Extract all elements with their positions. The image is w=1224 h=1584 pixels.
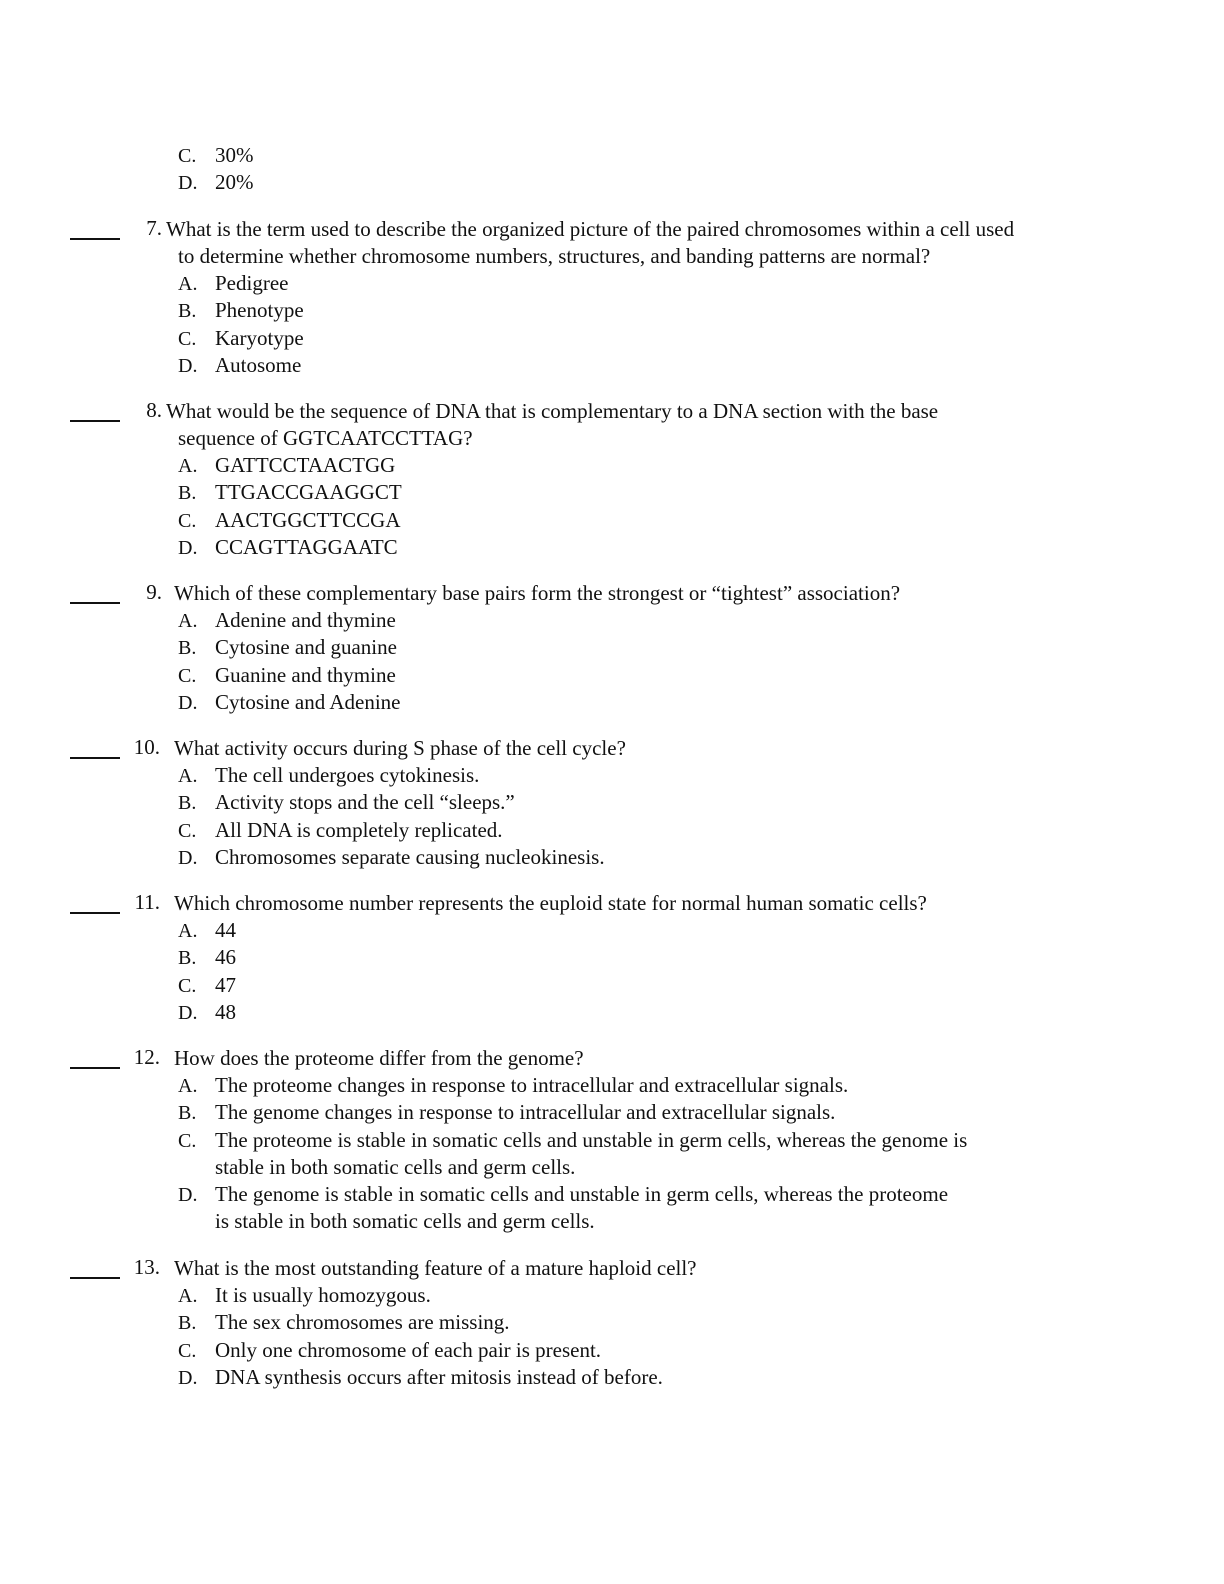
option-list	[178, 607, 400, 716]
option-item	[178, 1309, 663, 1336]
option-text: The genome is stable in somatic cells and unstable in germ cells, whereas the proteome is stable in both somatic cells and germ cells.	[215, 1182, 949, 1234]
option-item	[178, 452, 402, 479]
question-number: 10.	[133, 735, 160, 759]
option-item	[178, 607, 400, 634]
option-text: Guanine and thymine	[215, 662, 396, 687]
option-letter: D.	[178, 354, 198, 377]
option-text: The proteome is stable in somatic cells and unstable in germ cells, whereas the genome is stable in both somatic cells and germ cells.	[215, 1127, 968, 1179]
option-letter: A.	[178, 765, 198, 787]
option-letter: B.	[178, 1312, 197, 1335]
stem-line: What would be the sequence of DNA that is complementary to a DNA section with the base	[166, 399, 939, 423]
stem-line: What is the most outstanding feature of a mature haploid cell?	[174, 1256, 697, 1280]
option-item	[178, 844, 605, 871]
option-item	[178, 634, 400, 661]
option-text: It is usually homozygous.	[215, 1283, 431, 1307]
option-list	[178, 1282, 663, 1391]
option-item	[178, 1364, 663, 1391]
option-letter: B.	[178, 300, 197, 323]
option-letter: C.	[178, 1129, 197, 1152]
option-list	[178, 452, 402, 561]
option-text: Only one chromosome of each pair is present.	[215, 1337, 602, 1362]
question-stem	[166, 216, 1014, 270]
option-item	[178, 507, 402, 534]
option-item	[178, 917, 236, 944]
option-letter: B.	[178, 1102, 197, 1125]
question-number: 11.	[134, 890, 160, 914]
option-item	[178, 762, 605, 789]
option-text: Cytosine and guanine	[215, 635, 397, 660]
option-text: 30%	[215, 143, 254, 167]
option-list	[178, 762, 605, 871]
option-text: The genome changes in response to intracellular and extracellular signals.	[215, 1100, 836, 1125]
option-text: The cell undergoes cytokinesis.	[215, 763, 480, 787]
stem-line: How does the proteome differ from the genome?	[174, 1046, 584, 1070]
option-item	[178, 479, 402, 506]
option-text: Phenotype	[215, 298, 304, 323]
option-item	[178, 789, 605, 816]
option-list	[178, 917, 236, 1026]
option-letter: C.	[178, 974, 197, 997]
option-item	[178, 999, 236, 1026]
option-letter: C.	[178, 327, 197, 350]
option-item	[178, 534, 402, 561]
option-item	[178, 1099, 975, 1126]
option-letter: B.	[178, 637, 197, 660]
option-list	[178, 270, 304, 379]
question-stem	[174, 1255, 697, 1282]
option-letter: B.	[178, 947, 197, 970]
option-text: TTGACCGAAGGCT	[215, 480, 402, 505]
option-item	[178, 1282, 663, 1309]
option-item	[178, 1181, 975, 1236]
question-stem	[174, 1045, 584, 1072]
option-letter: D.	[178, 1366, 198, 1389]
option-text: Autosome	[215, 352, 302, 377]
option-text: Chromosomes separate causing nucleokinesis.	[215, 844, 605, 869]
option-item	[178, 1072, 975, 1099]
stem-line: Which of these complementary base pairs form the strongest or “tightest” association?	[174, 581, 901, 605]
option-letter: C.	[178, 819, 197, 842]
option-text: 46	[215, 945, 236, 970]
option-letter: D.	[178, 846, 198, 869]
option-text: Karyotype	[215, 325, 304, 350]
option-list	[178, 1072, 975, 1236]
option-text: CCAGTTAGGAATC	[215, 534, 398, 559]
option-text: Cytosine and Adenine	[215, 689, 401, 714]
continued-options	[178, 142, 254, 197]
option-letter: A.	[178, 455, 198, 477]
option-item	[178, 142, 254, 169]
stem-line: Which chromosome number represents the euploid state for normal human somatic cells?	[174, 891, 927, 915]
option-letter: C.	[178, 509, 197, 532]
question-stem	[174, 890, 927, 917]
option-text: Adenine and thymine	[215, 608, 396, 632]
option-text: 48	[215, 999, 236, 1024]
option-letter: D.	[178, 536, 198, 559]
stem-line: sequence of GGTCAATCCTTAG?	[178, 426, 473, 450]
question-number: 9.	[146, 580, 162, 604]
stem-line: What is the term used to describe the organized picture of the paired chromosomes within a cell used	[166, 217, 1015, 241]
option-item	[178, 169, 254, 196]
option-item	[178, 689, 400, 716]
option-text: All DNA is completely replicated.	[215, 817, 503, 842]
option-letter: A.	[178, 1075, 198, 1097]
option-item	[178, 1337, 663, 1364]
option-text: GATTCCTAACTGG	[215, 453, 396, 477]
option-letter: A.	[178, 920, 198, 942]
question-number: 8.	[146, 398, 162, 422]
option-item	[178, 944, 236, 971]
option-letter: C.	[178, 664, 197, 687]
option-letter: C.	[178, 1339, 197, 1362]
option-letter: B.	[178, 792, 197, 815]
option-item	[178, 817, 605, 844]
question-stem	[174, 735, 626, 762]
question-number: 12.	[133, 1045, 160, 1069]
option-letter: A.	[178, 610, 198, 632]
option-text: 44	[215, 918, 236, 942]
question-number: 7.	[146, 216, 162, 240]
option-letter: B.	[178, 482, 197, 505]
option-letter: D.	[178, 691, 198, 714]
option-letter: C.	[178, 145, 197, 167]
option-letter: D.	[178, 172, 198, 195]
option-item	[178, 972, 236, 999]
question-stem	[166, 398, 938, 452]
option-item	[178, 297, 304, 324]
option-text: Activity stops and the cell “sleeps.”	[215, 790, 515, 815]
option-text: DNA synthesis occurs after mitosis instead of before.	[215, 1364, 663, 1389]
option-letter: A.	[178, 273, 198, 295]
option-item	[178, 325, 304, 352]
option-letter: D.	[178, 1184, 198, 1207]
option-letter: D.	[178, 1001, 198, 1024]
stem-line: to determine whether chromosome numbers, structures, and banding patterns are normal?	[178, 244, 931, 268]
option-text: AACTGGCTTCCGA	[215, 507, 401, 532]
option-text: 47	[215, 972, 236, 997]
option-item	[178, 662, 400, 689]
option-item	[178, 352, 304, 379]
question-stem	[174, 580, 900, 607]
option-text: The proteome changes in response to intracellular and extracellular signals.	[215, 1073, 849, 1097]
option-item	[178, 1127, 975, 1182]
option-letter: A.	[178, 1285, 198, 1307]
option-text: The sex chromosomes are missing.	[215, 1310, 510, 1335]
option-text: Pedigree	[215, 271, 289, 295]
stem-line: What activity occurs during S phase of the cell cycle?	[174, 736, 626, 760]
question-number: 13.	[133, 1255, 160, 1279]
option-item	[178, 270, 304, 297]
option-text: 20%	[215, 170, 254, 195]
